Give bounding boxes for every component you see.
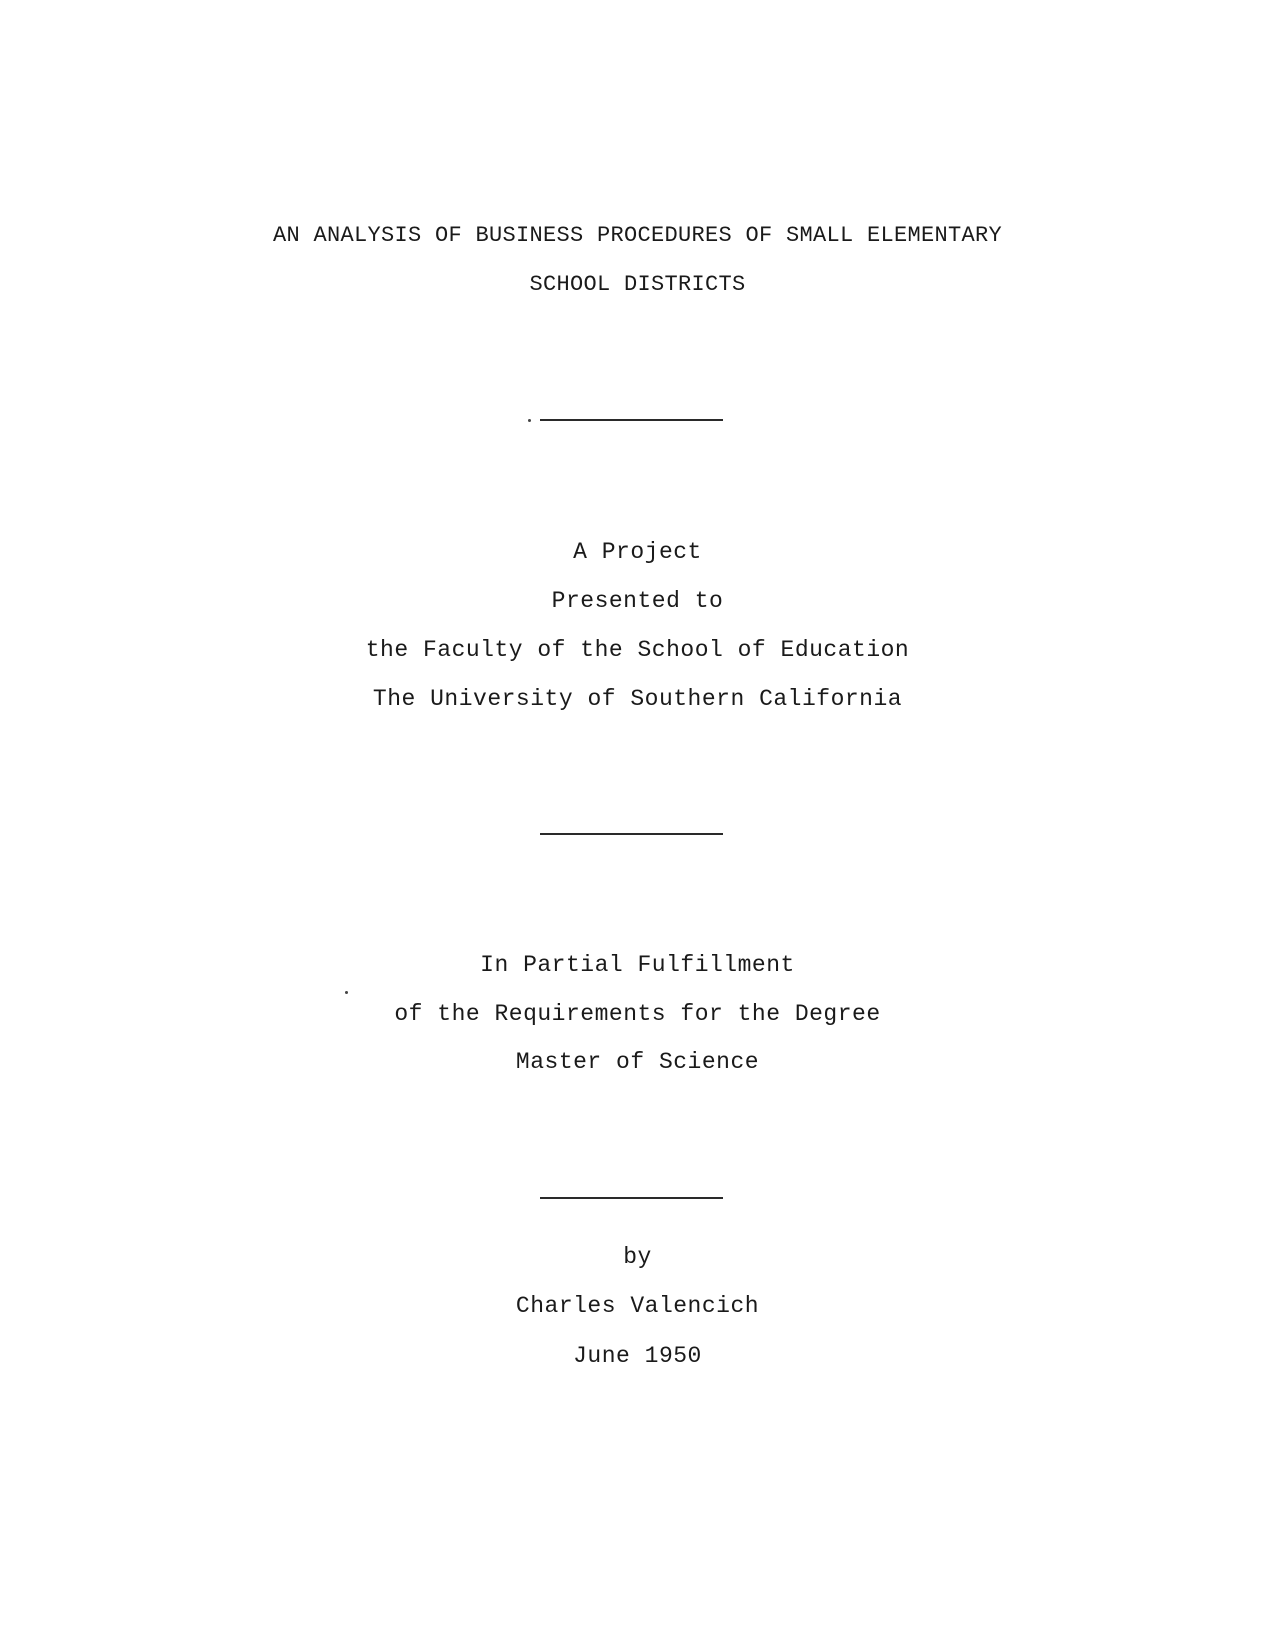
university-line: The University of Southern California [372,686,903,712]
project-label: A Project [573,539,702,565]
degree-line: Master of Science [515,1049,760,1075]
section-divider-1 [540,419,723,421]
fulfillment-line-1: In Partial Fulfillment [480,952,795,978]
ink-speck [528,419,531,422]
presented-to: Presented to [551,588,724,614]
author-name: Charles Valencich [515,1293,760,1319]
thesis-title-line-2: SCHOOL DISTRICTS [529,272,746,297]
fulfillment-line-2: of the Requirements for the Degree [394,1001,881,1027]
by-label: by [623,1244,652,1270]
faculty-line: the Faculty of the School of Education [365,637,910,663]
submission-date: June 1950 [573,1343,702,1369]
section-divider-3 [540,1197,723,1199]
section-divider-2 [540,833,723,835]
ink-speck [345,991,348,994]
thesis-title-line-1: AN ANALYSIS OF BUSINESS PROCEDURES OF SMALL ELEMENTARY [272,223,1003,248]
